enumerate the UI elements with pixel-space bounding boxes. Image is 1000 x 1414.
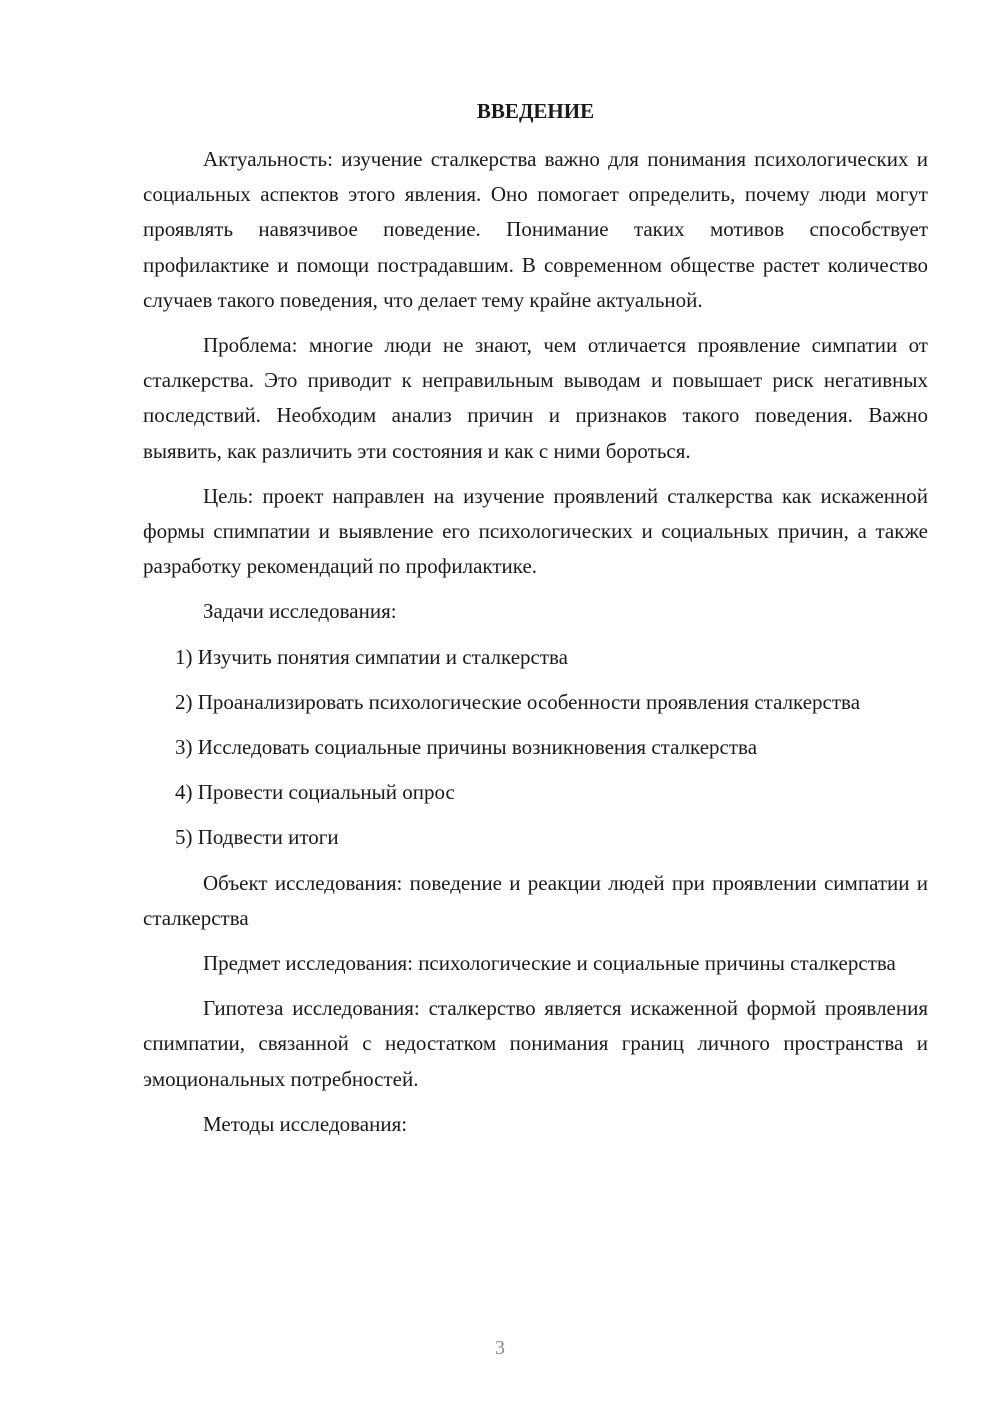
section-title: ВВЕДЕНИЕ [476, 99, 595, 123]
task-item-1: 1) Изучить понятия симпатии и сталкерства [175, 644, 568, 669]
task-item-4: 4) Провести социальный опрос [175, 780, 455, 805]
paragraph-goal: Цель: проект направлен на изучение проявлений сталкерства как искаженной формы спимпатии и выявление его психологических и социальных причин, а также разработку рекомендаций по профилактике. [143, 483, 928, 579]
paragraph-subject: Предмет исследования: психологические и социальные причины сталкерства [203, 951, 896, 976]
task-item-2: 2) Проанализировать психологические особенности проявления сталкерства [175, 689, 861, 714]
paragraph-hypothesis: Гипотеза исследования: сталкерство является искаженной формой проявления спимпатии, связанной с недостатком понимания границ личного пространства и эмоциональных потребностей. [143, 996, 928, 1091]
paragraph-problem: Проблема: многие люди не знают, чем отличается проявление симпатии от сталкерства. Это приводит к неправильным выводам и повышает риск негативных последствий. Необходим анализ причин и признаков такого поведения. Важно выявить, как различить эти состояния и как с ними бороться. [143, 333, 928, 463]
paragraph-relevance: Актуальность: изучение сталкерства важно для понимания психологических и социальных аспектов этого явления. Оно помогает определить, почему люди могут проявлять навязчивое поведение. Понимание таких мотивов способствует профилактике и помощи пострадавшим. В современном обществе растет количество случаев такого поведения, что делает тему крайне актуальной. [143, 147, 928, 312]
document-body [143, 142, 928, 1152]
paragraph-tasks-heading: Задачи исследования: [203, 599, 397, 624]
paragraph-object: Объект исследования: поведение и реакции людей при проявлении симпатии и сталкерства [143, 870, 928, 930]
page-number: 3 [495, 1337, 505, 1359]
task-item-5: 5) Подвести итоги [175, 825, 339, 850]
task-item-3: 3) Исследовать социальные причины возникновения сталкерства [175, 735, 758, 760]
paragraph-methods: Методы исследования: [203, 1111, 408, 1136]
